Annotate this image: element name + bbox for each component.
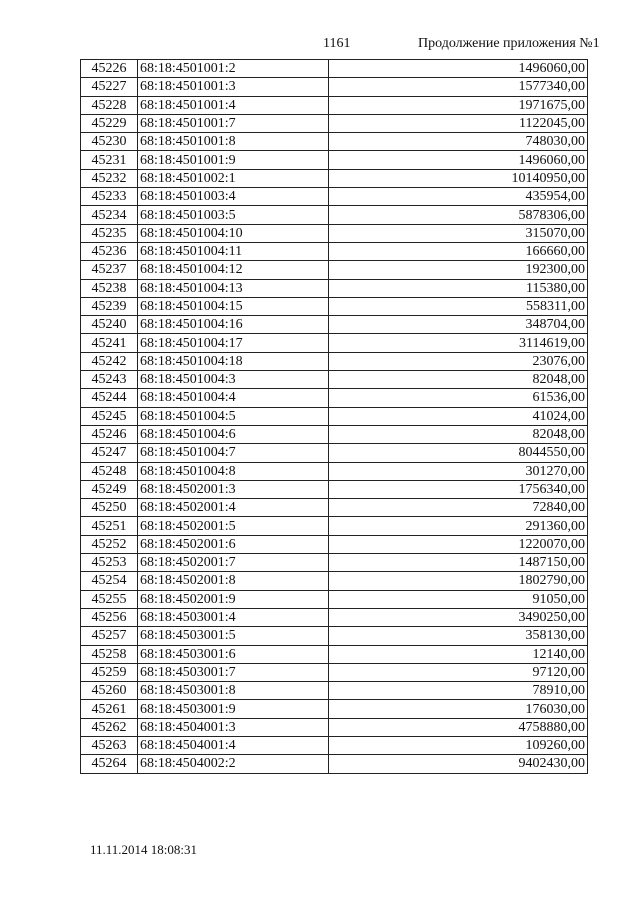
cadastral-number: 68:18:4502001:8: [138, 572, 329, 590]
cadastral-value: 8044550,00: [329, 444, 588, 462]
cadastral-number: 68:18:4501004:16: [138, 316, 329, 334]
cadastral-value: 315070,00: [329, 224, 588, 242]
row-number: 45257: [81, 627, 138, 645]
cadastral-number: 68:18:4504002:2: [138, 755, 329, 773]
cadastral-value: 72840,00: [329, 499, 588, 517]
cadastral-value: 1971675,00: [329, 96, 588, 114]
cadastral-value: 435954,00: [329, 188, 588, 206]
row-number: 45258: [81, 645, 138, 663]
table-row: [81, 444, 588, 462]
table-row: [81, 133, 588, 151]
table-row: [81, 169, 588, 187]
table-row: [81, 297, 588, 315]
table-row: [81, 663, 588, 681]
cadastral-number: 68:18:4503001:8: [138, 682, 329, 700]
cadastral-number: 68:18:4501004:5: [138, 407, 329, 425]
cadastral-value: 192300,00: [329, 261, 588, 279]
cadastral-number: 68:18:4501004:15: [138, 297, 329, 315]
cadastral-number: 68:18:4501001:4: [138, 96, 329, 114]
cadastral-number: 68:18:4502001:9: [138, 590, 329, 608]
table-row: [81, 96, 588, 114]
row-number: 45244: [81, 389, 138, 407]
cadastral-value: 558311,00: [329, 297, 588, 315]
print-timestamp: 11.11.2014 18:08:31: [90, 842, 198, 857]
table-row: [81, 480, 588, 498]
row-number: 45264: [81, 755, 138, 773]
table-row: [81, 407, 588, 425]
row-number: 45245: [81, 407, 138, 425]
row-number: 45263: [81, 736, 138, 754]
row-number: 45253: [81, 554, 138, 572]
cadastral-value: 301270,00: [329, 462, 588, 480]
cadastral-value: 358130,00: [329, 627, 588, 645]
row-number: 45255: [81, 590, 138, 608]
table-row: [81, 425, 588, 443]
cadastral-value: 97120,00: [329, 663, 588, 681]
row-number: 45259: [81, 663, 138, 681]
table-row: [81, 114, 588, 132]
table-row: [81, 334, 588, 352]
cadastral-number: 68:18:4504001:3: [138, 718, 329, 736]
cadastral-number: 68:18:4501004:3: [138, 371, 329, 389]
row-number: 45227: [81, 78, 138, 96]
row-number: 45248: [81, 462, 138, 480]
cadastral-number: 68:18:4502001:7: [138, 554, 329, 572]
cadastral-number: 68:18:4503001:6: [138, 645, 329, 663]
table-row: [81, 590, 588, 608]
table-row: [81, 352, 588, 370]
cadastral-value: 1577340,00: [329, 78, 588, 96]
table-row: [81, 535, 588, 553]
cadastral-value: 82048,00: [329, 371, 588, 389]
cadastral-number: 68:18:4503001:9: [138, 700, 329, 718]
row-number: 45238: [81, 279, 138, 297]
cadastral-number: 68:18:4501001:8: [138, 133, 329, 151]
table-row: [81, 554, 588, 572]
cadastral-number: 68:18:4501004:6: [138, 425, 329, 443]
table-row: [81, 206, 588, 224]
cadastral-value: 3114619,00: [329, 334, 588, 352]
table-row: [81, 242, 588, 260]
cadastral-value-table: [80, 59, 588, 774]
cadastral-value: 1220070,00: [329, 535, 588, 553]
table-row: [81, 261, 588, 279]
cadastral-number: 68:18:4503001:4: [138, 608, 329, 626]
cadastral-value: 1487150,00: [329, 554, 588, 572]
row-number: 45246: [81, 425, 138, 443]
table-row: [81, 279, 588, 297]
row-number: 45260: [81, 682, 138, 700]
row-number: 45262: [81, 718, 138, 736]
row-number: 45247: [81, 444, 138, 462]
cadastral-number: 68:18:4501001:3: [138, 78, 329, 96]
row-number: 45228: [81, 96, 138, 114]
table-row: [81, 389, 588, 407]
table-row: [81, 736, 588, 754]
row-number: 45241: [81, 334, 138, 352]
row-number: 45226: [81, 60, 138, 78]
row-number: 45236: [81, 242, 138, 260]
cadastral-value: 291360,00: [329, 517, 588, 535]
cadastral-number: 68:18:4503001:5: [138, 627, 329, 645]
cadastral-value: 176030,00: [329, 700, 588, 718]
page-number: 1161: [323, 36, 351, 51]
cadastral-number: 68:18:4501001:9: [138, 151, 329, 169]
cadastral-number: 68:18:4501004:7: [138, 444, 329, 462]
row-number: 45242: [81, 352, 138, 370]
table-row: [81, 188, 588, 206]
cadastral-value: 12140,00: [329, 645, 588, 663]
table-row: [81, 224, 588, 242]
table-row: [81, 572, 588, 590]
cadastral-value: 1496060,00: [329, 60, 588, 78]
row-number: 45249: [81, 480, 138, 498]
row-number: 45230: [81, 133, 138, 151]
table-row: [81, 60, 588, 78]
cadastral-value: 5878306,00: [329, 206, 588, 224]
table-row: [81, 608, 588, 626]
cadastral-number: 68:18:4504001:4: [138, 736, 329, 754]
table-row: [81, 718, 588, 736]
row-number: 45251: [81, 517, 138, 535]
cadastral-value: 1122045,00: [329, 114, 588, 132]
cadastral-number: 68:18:4501004:13: [138, 279, 329, 297]
cadastral-number: 68:18:4501004:11: [138, 242, 329, 260]
cadastral-value: 41024,00: [329, 407, 588, 425]
cadastral-number: 68:18:4502001:3: [138, 480, 329, 498]
row-number: 45239: [81, 297, 138, 315]
cadastral-value: 1756340,00: [329, 480, 588, 498]
table-row: [81, 645, 588, 663]
cadastral-value: 23076,00: [329, 352, 588, 370]
row-number: 45240: [81, 316, 138, 334]
cadastral-number: 68:18:4502001:4: [138, 499, 329, 517]
cadastral-value: 61536,00: [329, 389, 588, 407]
row-number: 45231: [81, 151, 138, 169]
table-row: [81, 151, 588, 169]
table-row: [81, 499, 588, 517]
cadastral-number: 68:18:4501004:18: [138, 352, 329, 370]
cadastral-number: 68:18:4501003:5: [138, 206, 329, 224]
cadastral-value: 348704,00: [329, 316, 588, 334]
cadastral-number: 68:18:4501002:1: [138, 169, 329, 187]
cadastral-number: 68:18:4503001:7: [138, 663, 329, 681]
cadastral-number: 68:18:4501004:12: [138, 261, 329, 279]
row-number: 45250: [81, 499, 138, 517]
page-header: [0, 36, 640, 56]
table-row: [81, 627, 588, 645]
row-number: 45233: [81, 188, 138, 206]
cadastral-number: 68:18:4502001:5: [138, 517, 329, 535]
cadastral-number: 68:18:4501001:2: [138, 60, 329, 78]
cadastral-number: 68:18:4501001:7: [138, 114, 329, 132]
table-row: [81, 462, 588, 480]
cadastral-value: 748030,00: [329, 133, 588, 151]
cadastral-value: 1802790,00: [329, 572, 588, 590]
cadastral-value: 10140950,00: [329, 169, 588, 187]
table-body: [81, 60, 588, 774]
cadastral-number: 68:18:4501003:4: [138, 188, 329, 206]
row-number: 45234: [81, 206, 138, 224]
row-number: 45237: [81, 261, 138, 279]
cadastral-number: 68:18:4501004:10: [138, 224, 329, 242]
table-row: [81, 700, 588, 718]
cadastral-number: 68:18:4501004:4: [138, 389, 329, 407]
row-number: 45252: [81, 535, 138, 553]
table-row: [81, 316, 588, 334]
cadastral-value: 82048,00: [329, 425, 588, 443]
row-number: 45235: [81, 224, 138, 242]
cadastral-value: 91050,00: [329, 590, 588, 608]
cadastral-value: 3490250,00: [329, 608, 588, 626]
row-number: 45254: [81, 572, 138, 590]
table-row: [81, 371, 588, 389]
cadastral-value: 1496060,00: [329, 151, 588, 169]
cadastral-value: 166660,00: [329, 242, 588, 260]
row-number: 45229: [81, 114, 138, 132]
row-number: 45243: [81, 371, 138, 389]
cadastral-value: 115380,00: [329, 279, 588, 297]
cadastral-value: 4758880,00: [329, 718, 588, 736]
cadastral-value: 9402430,00: [329, 755, 588, 773]
cadastral-number: 68:18:4501004:17: [138, 334, 329, 352]
table-row: [81, 78, 588, 96]
table-row: [81, 517, 588, 535]
table-row: [81, 755, 588, 773]
row-number: 45261: [81, 700, 138, 718]
continuation-title: Продолжение приложения №1: [418, 36, 600, 51]
cadastral-number: 68:18:4501004:8: [138, 462, 329, 480]
cadastral-number: 68:18:4502001:6: [138, 535, 329, 553]
table-row: [81, 682, 588, 700]
row-number: 45232: [81, 169, 138, 187]
cadastral-value: 109260,00: [329, 736, 588, 754]
row-number: 45256: [81, 608, 138, 626]
cadastral-value: 78910,00: [329, 682, 588, 700]
